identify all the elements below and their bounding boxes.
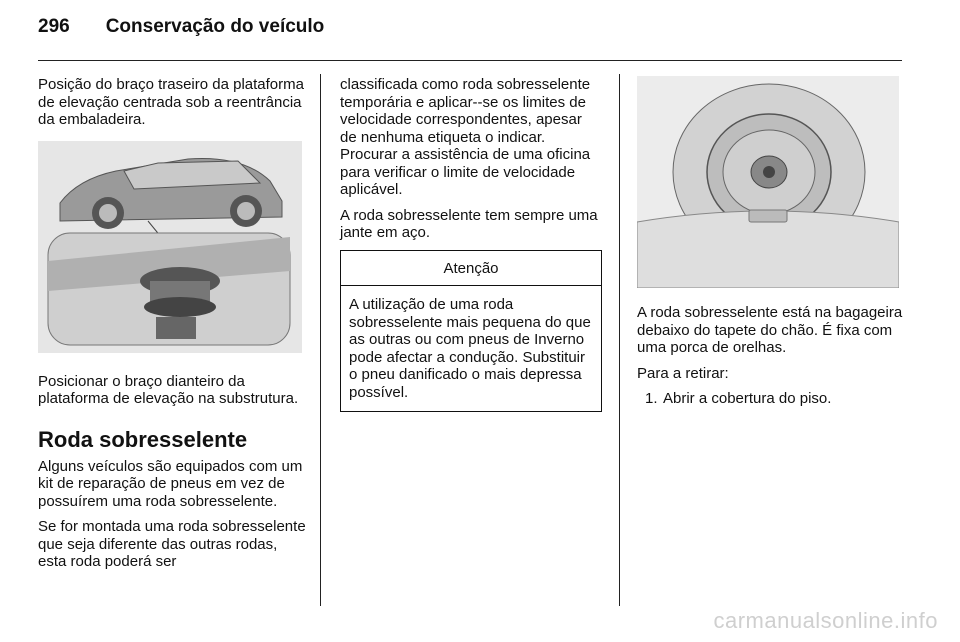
page-title: Conservação do veículo xyxy=(105,16,325,37)
car-lift-image xyxy=(38,141,302,353)
paragraph-rear-arm: Posição do braço traseiro da plataforma de elevação centrada sob a reentrância da embaladeira. xyxy=(38,76,304,128)
spare-wheel-illustration xyxy=(637,76,899,288)
page-number: 296 xyxy=(38,16,70,37)
column-middle xyxy=(340,76,602,412)
car-lift-illustration xyxy=(38,141,302,353)
column-right xyxy=(637,76,909,408)
paragraph-spare-location: A roda sobresselente está na bagageira debaixo do tapete do chão. É fixa com uma porca de orelhas. xyxy=(637,304,903,356)
spare-wheel-image xyxy=(637,76,899,288)
watermark-text: carmanualsonline.info xyxy=(713,608,938,633)
paragraph-spare-different: Se for montada uma roda sobresselente que seja diferente das outras rodas, esta roda poderá ser xyxy=(38,518,306,570)
section-heading: Roda sobresselente xyxy=(38,426,248,452)
step-item xyxy=(645,390,909,408)
step-number: 1. xyxy=(645,390,658,407)
column-divider xyxy=(619,74,620,606)
paragraph-to-remove: Para a retirar: xyxy=(637,364,729,382)
warning-body: A utilização de uma roda sobresselente mais pequena do que as outras ou com pneus de Inverno pode afectar a condução. Substituir o pneu danificado o mais depressa possível. xyxy=(349,296,591,401)
paragraph-steel-rim: A roda sobresselente tem sempre uma jante em aço. xyxy=(340,206,598,241)
warning-box xyxy=(340,250,602,413)
warning-title: Atenção xyxy=(341,251,601,287)
paragraph-temporary-spare: classificada como roda sobresselente temporária e aplicar--se os limites de velocidade correspondentes, apesar de nenhuma etiqueta o indicar. Procurar a assistência de uma oficina para verificar o limite de velocidade aplicável. xyxy=(340,76,591,198)
column-left xyxy=(38,76,306,579)
header-rule xyxy=(38,60,902,61)
page-header xyxy=(38,16,324,46)
paragraph-front-arm: Posicionar o braço dianteiro da plataforma de elevação na substrutura. xyxy=(38,372,299,407)
step-text: Abrir a cobertura do piso. xyxy=(663,390,832,407)
column-divider xyxy=(320,74,321,606)
paragraph-repair-kit: Alguns veículos são equipados com um kit de reparação de pneus em vez de possuírem uma roda sobresselente. xyxy=(38,457,303,510)
